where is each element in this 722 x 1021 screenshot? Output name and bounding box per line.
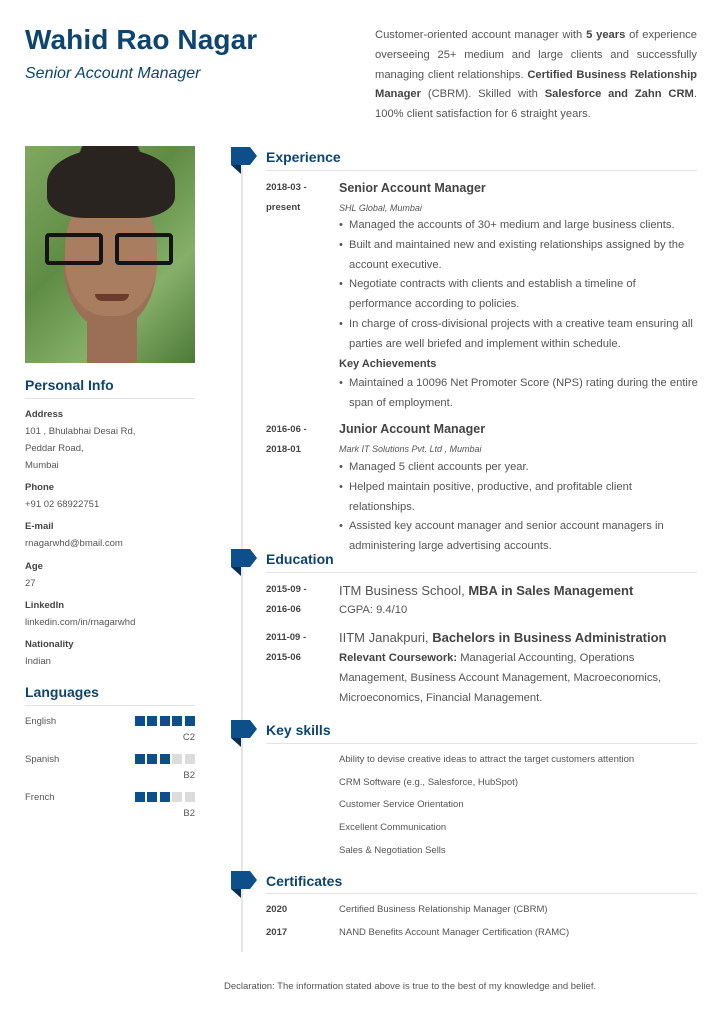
summary-bold: Certified Business Relationship Manager [375, 68, 698, 101]
bullet-item: • Assisted key account manager and senior account managers in administering large advertising accounts. [339, 517, 699, 557]
divider [25, 398, 195, 399]
section-flag-icon [231, 720, 259, 748]
personal-info-heading: Personal Info [25, 377, 114, 393]
skills-heading: Key skills [266, 722, 331, 738]
summary-text: of experience overseeing 25+ medium and large clients and successfully managing client relationships. [375, 29, 697, 81]
photo-glasses [45, 233, 177, 265]
address-line: 101 , Bhulabhai Desai Rd, [25, 426, 136, 437]
divider [266, 743, 697, 744]
achievements-bullets [339, 374, 699, 414]
rating-dot-filled [185, 716, 195, 726]
education-detail: CGPA: 9.4/10 [339, 604, 408, 616]
language-level: B2 [183, 808, 195, 819]
nationality-value: Indian [25, 656, 51, 667]
phone-label: Phone [25, 482, 55, 493]
skill-item: Customer Service Orientation [339, 799, 464, 810]
coursework-label: Relevant Coursework: [339, 652, 458, 664]
date-start: 2016-06 - [266, 424, 307, 435]
rating-dot-filled [160, 754, 170, 764]
language-level: C2 [182, 732, 195, 743]
summary-bold: Salesforce and Zahn CRM [544, 88, 694, 101]
divider [266, 893, 697, 894]
summary-text: . 100% client satisfaction for 6 straight years. [375, 88, 697, 121]
job-title: Senior Account Manager [339, 181, 486, 195]
declaration-text: Declaration: The information stated above is true to the best of my knowledge and belief. [224, 981, 597, 992]
education-dates [266, 628, 306, 667]
phone-value: +91 02 68922751 [25, 499, 100, 510]
language-item [25, 754, 195, 790]
date-start: 2015-09 - [266, 584, 307, 595]
skill-item: Excellent Communication [339, 822, 447, 833]
job-title: Junior Account Manager [339, 422, 486, 436]
profile-photo [25, 146, 195, 363]
job-dates [266, 178, 307, 217]
photo-mouth [95, 294, 129, 301]
certificates-heading: Certificates [266, 873, 343, 889]
address-block [25, 406, 205, 474]
divider [266, 572, 697, 573]
address-line: Peddar Road, [25, 443, 84, 454]
candidate-name: Wahid Rao Nagar [25, 24, 258, 55]
date-start: 2011-09 - [266, 632, 307, 643]
job-company: SHL Global, Mumbai [339, 203, 422, 213]
coursework-text: Managerial Accounting, Operations Management, Business Account Management, Macroeconomics, Microeconomics, Financial Management. [339, 652, 662, 704]
degree-name: Bachelors in Business Administration [432, 630, 667, 645]
education-dates [266, 580, 307, 619]
certificate-year: 2017 [266, 927, 288, 938]
age-value: 27 [25, 578, 36, 589]
linkedin-block [25, 597, 205, 631]
date-start: 2018-03 - [266, 182, 307, 193]
section-flag-icon [231, 147, 259, 175]
section-flag-icon [231, 549, 259, 577]
language-item [25, 716, 195, 752]
language-level: B2 [183, 770, 195, 781]
skill-item: Sales & Negotiation Sells [339, 845, 446, 856]
language-name: French [25, 792, 55, 803]
address-label: Address [25, 409, 64, 420]
rating-dot-filled [172, 716, 182, 726]
age-label: Age [25, 561, 43, 572]
date-end: present [266, 201, 301, 213]
bullet-item: • Helped maintain positive, productive, and profitable client relationships. [339, 478, 699, 518]
date-end: 2018-01 [266, 443, 301, 455]
school-name: ITM Business School, [339, 583, 469, 598]
skill-item: CRM Software (e.g., Salesforce, HubSpot) [339, 777, 518, 788]
rating-dot-empty [172, 754, 182, 764]
linkedin-label: LinkedIn [25, 600, 65, 611]
rating-dot-filled [160, 716, 170, 726]
address-line: Mumbai [25, 460, 59, 471]
date-end: 2015-06 [266, 651, 301, 663]
summary-text: Customer-oriented account manager with [375, 29, 587, 41]
rating-dot-filled [147, 754, 157, 764]
rating-dot-filled [135, 754, 145, 764]
bullet-item: • Maintained a 10096 Net Promoter Score (NPS) rating during the entire span of employment. [339, 374, 699, 414]
school-name: IITM Janakpuri, [339, 630, 433, 645]
bullet-item: • In charge of cross-divisional projects with a creative team ensuring all parties are well briefed and implement within schedule. [339, 315, 699, 355]
degree-name: MBA in Sales Management [468, 583, 634, 598]
job-company: Mark IT Solutions Pvt. Ltd , Mumbai [339, 444, 482, 454]
email-value: rnagarwhd@bmail.com [25, 538, 123, 549]
certificate-year: 2020 [266, 904, 288, 915]
experience-heading: Experience [266, 149, 341, 165]
rating-dot-filled [135, 716, 145, 726]
certificate-name: NAND Benefits Account Manager Certification (RAMC) [339, 927, 570, 938]
education-detail [339, 649, 699, 708]
rating-dot-empty [172, 792, 182, 802]
email-block [25, 518, 205, 552]
skill-item: Ability to devise creative ideas to attract the target customers attention [339, 754, 635, 765]
education-school-degree [339, 630, 667, 645]
language-item [25, 792, 195, 828]
nationality-label: Nationality [25, 639, 74, 650]
summary-text: (CBRM). Skilled with [421, 88, 545, 101]
rating-dot-empty [185, 792, 195, 802]
candidate-title: Senior Account Manager [25, 65, 201, 82]
rating-dot-filled [135, 792, 145, 802]
language-rating [135, 716, 195, 726]
divider [266, 170, 697, 171]
rating-dot-filled [160, 792, 170, 802]
education-school-degree [339, 583, 633, 598]
email-label: E-mail [25, 521, 54, 532]
linkedin-value: linkedin.com/in/rnagarwhd [25, 617, 136, 628]
date-end: 2016-06 [266, 603, 301, 615]
education-heading: Education [266, 551, 334, 567]
bullet-item: • Negotiate contracts with clients and establish a timeline of performance according to policies. [339, 275, 699, 315]
language-rating [135, 792, 195, 802]
summary-bold: 5 years [586, 29, 626, 41]
language-name: Spanish [25, 754, 60, 765]
achievements-heading: Key Achievements [339, 358, 437, 370]
job-bullets [339, 216, 699, 355]
rating-dot-empty [185, 754, 195, 764]
age-block [25, 558, 205, 592]
bullet-item: • Managed the accounts of 30+ medium and large business clients. [339, 216, 699, 236]
languages-heading: Languages [25, 684, 99, 700]
job-dates [266, 420, 307, 459]
phone-block [25, 479, 205, 513]
rating-dot-filled [147, 716, 157, 726]
photo-hair [47, 148, 175, 218]
section-flag-icon [231, 871, 259, 899]
language-rating [135, 754, 195, 764]
language-name: English [25, 716, 57, 727]
certificate-name: Certified Business Relationship Manager (CBRM) [339, 904, 548, 915]
divider [25, 705, 195, 706]
profile-summary [375, 26, 697, 125]
bullet-item: • Built and maintained new and existing relationships assigned by the account executive. [339, 236, 699, 276]
job-bullets [339, 458, 699, 557]
rating-dot-filled [147, 792, 157, 802]
bullet-item: • Managed 5 client accounts per year. [339, 458, 699, 478]
nationality-block [25, 636, 205, 670]
